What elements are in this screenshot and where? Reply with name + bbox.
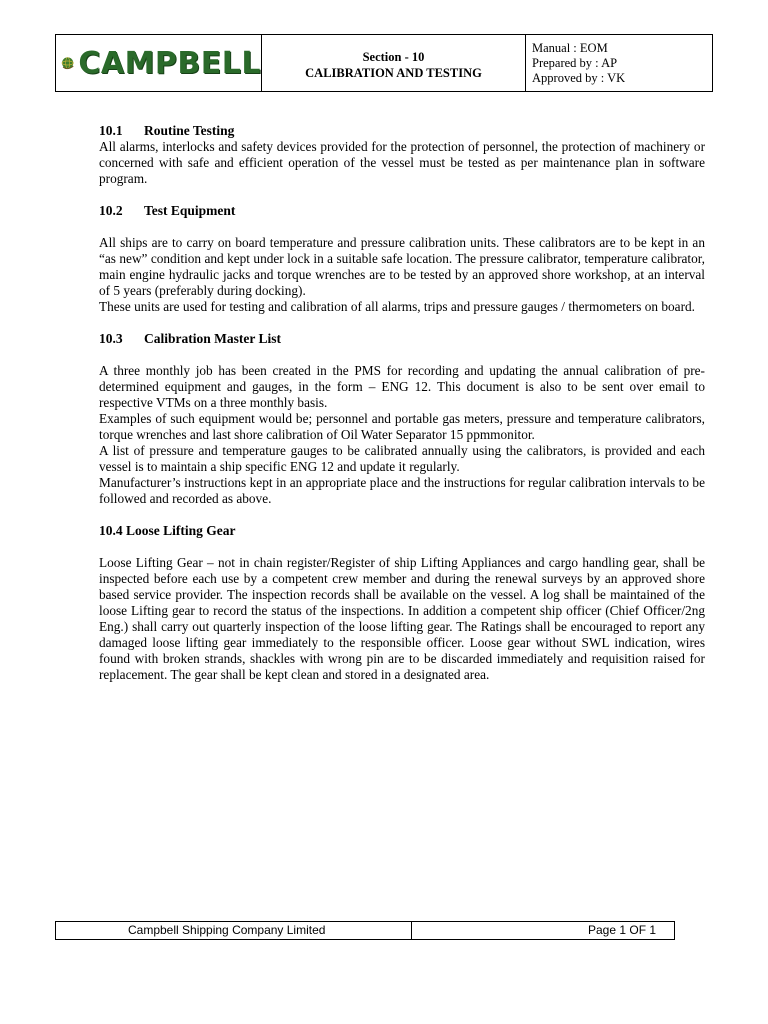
section-heading-10-2: 10.2 Test Equipment [99,203,236,218]
logo-wordmark: CAMPBELL [78,45,261,81]
document-footer [55,921,675,940]
paragraph: Manufacturer’s instructions kept in an appropriate place and the instructions for regular calibration intervals to be followed and recorded as above. [99,475,705,506]
paragraph: A list of pressure and temperature gauges to be calibrated annually using the calibrators, is provided and each vessel is to maintain a ship specific ENG 12 and update it regularly. [99,443,705,474]
section-heading-10-1: 10.1 Routine Testing [99,123,235,138]
manual-label: Manual : EOM [532,41,608,55]
header-meta [526,35,712,91]
paragraph: These units are used for testing and calibration of all alarms, trips and pressure gauges / thermometers on board. [99,299,695,314]
header-title-block [262,35,526,91]
paragraph: A three monthly job has been created in the PMS for recording and updating the annual calibration of pre-determined equipment and gauges, in the form – ENG 12. This document is also to be sent over email to respective VTMs on a three monthly basis. [99,363,705,410]
globe-icon [60,45,75,81]
document-header [55,34,713,92]
paragraph: All alarms, interlocks and safety devices provided for the protection of personnel, the protection of machinery or concerned with safe and efficient operation of the vessel must be tested as per maintenance plan in software program. [99,139,705,186]
paragraph: All ships are to carry on board temperature and pressure calibration units. These calibrators are to be kept in an “as new” condition and kept under lock in a suitable safe location. The pressure calibrator, temperature calibrator, main engine hydraulic jacks and torque wrenches are to be tested by an approved shore workshop, at an interval of 5 years (preferably during docking). [99,235,705,298]
section-heading-10-4: 10.4 Loose Lifting Gear [99,523,236,538]
approved-by-label: Approved by : VK [532,71,626,85]
section-heading-10-3: 10.3 Calibration Master List [99,331,281,346]
document-body [99,123,705,683]
paragraph: Examples of such equipment would be; personnel and portable gas meters, pressure and temperature calibrators, torque wrenches and last shore calibration of Oil Water Separator 15 ppmmonitor. [99,411,705,442]
section-number: Section - 10 [362,50,425,64]
section-title: CALIBRATION AND TESTING [305,66,482,80]
paragraph: Loose Lifting Gear – not in chain register/Register of ship Lifting Appliances and cargo handling gear, shall be inspected before each use by a competent crew member and during the renewal surveys by an approved shore based service provider. The inspection records shall be available on the vessel. A log shall be maintained of the loose Lifting gear to record the status of the inspections. In addition a competent ship officer (Chief Officer/2ng Eng.) shall carry out quarterly inspection of the loose lifting gear. The Ratings shall be encouraged to report any damaged loose lifting gear immediately to the responsible officer. Loose gear without SWL indication, wires found with broken strands, shackles with wrong pin are to be discarded immediately and requisition raised for replacement. The gear shall be kept clean and stored in a designated area. [99,555,705,682]
footer-company: Campbell Shipping Company Limited [56,922,412,939]
company-logo [56,35,262,91]
footer-page-number: Page 1 OF 1 [588,923,657,937]
prepared-by-label: Prepared by : AP [532,56,618,70]
